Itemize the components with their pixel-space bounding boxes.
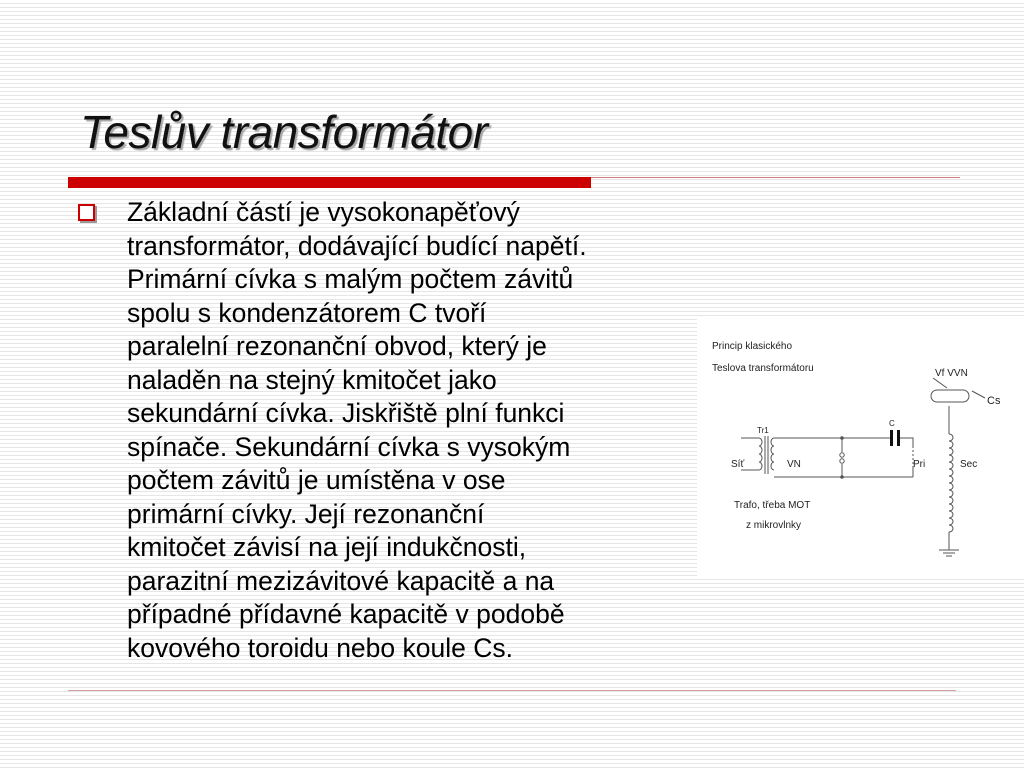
tesla-secondary-coil — [949, 434, 953, 532]
diagram-caption-line2: Teslova transformátoru — [712, 363, 814, 374]
tr1-primary-coil — [759, 438, 762, 470]
diagram-caption-line1: Princip klasického — [712, 341, 793, 352]
tr1-core — [765, 436, 768, 474]
spark-gap-ball-top — [840, 453, 844, 457]
label-tr1: Tr1 — [757, 426, 769, 435]
bullet-square-icon — [78, 204, 95, 221]
capacitor-plate-left — [890, 430, 893, 446]
bullet-line: parazitní mezizávitové kapacitě a na — [127, 565, 555, 596]
vf-vvn-leader-line — [933, 378, 947, 388]
tesla-circuit-diagram — [697, 318, 1024, 576]
label-vf-vvn: Vf VVN — [935, 368, 968, 379]
label-vn: VN — [787, 459, 801, 470]
bullet-line: kovového toroidu nebo koule Cs. — [127, 632, 513, 663]
junction-dot-top — [840, 436, 844, 440]
tr1-secondary-coil — [771, 438, 774, 470]
ground-symbol — [939, 550, 959, 556]
label-sit: Síť — [731, 459, 745, 470]
bullet-line: počtem závitů je umístěna v ose — [127, 465, 506, 495]
bullet-line: paralelní rezonanční obvod, který je — [127, 331, 547, 361]
bullet-line: Primární cívka s malým počtem závitů — [127, 264, 574, 294]
bullet-line: spolu s kondenzátorem C tvoří — [127, 297, 487, 328]
circuit-schematic — [697, 318, 1024, 576]
bullet-line: primární cívky. Její rezonanční — [127, 498, 485, 529]
title-underline-bar — [68, 177, 591, 188]
footer-divider — [68, 690, 956, 691]
slide-title: Teslův transformátor — [80, 106, 488, 158]
capacitor-to-primary-wire — [902, 438, 913, 446]
bullet-paragraph — [127, 196, 727, 665]
junction-dot-bottom — [840, 475, 844, 479]
bullet-line: Základní částí je vysokonapěťový — [127, 197, 520, 227]
bullet-line: spínače. Sekundární cívka s vysokým — [127, 431, 571, 462]
note-line1: Trafo, třeba MOT — [734, 500, 811, 511]
cs-leader-line — [972, 391, 985, 398]
bullet-line: naladěn na stejný kmitočet jako — [127, 364, 497, 395]
bullet-line: případné přídavné kapacitě v podobě — [127, 599, 565, 629]
toroid-cs — [931, 390, 969, 402]
bullet-line: kmitočet závisí na její indukčnosti, — [127, 532, 527, 562]
label-cs: Cs — [987, 395, 1001, 407]
note-line2: z mikrovlnky — [746, 520, 802, 531]
spark-gap-ball-bottom — [840, 459, 844, 463]
bullet-line: transformátor, dodávající budící napětí. — [127, 230, 587, 261]
label-sec: Sec — [960, 459, 978, 470]
label-c: C — [889, 419, 895, 428]
label-pri: Pri — [913, 459, 926, 470]
capacitor-plate-right — [897, 430, 900, 446]
bullet-line: sekundární cívka. Jiskřiště plní funkci — [127, 398, 565, 428]
title-underline-line — [591, 177, 960, 178]
